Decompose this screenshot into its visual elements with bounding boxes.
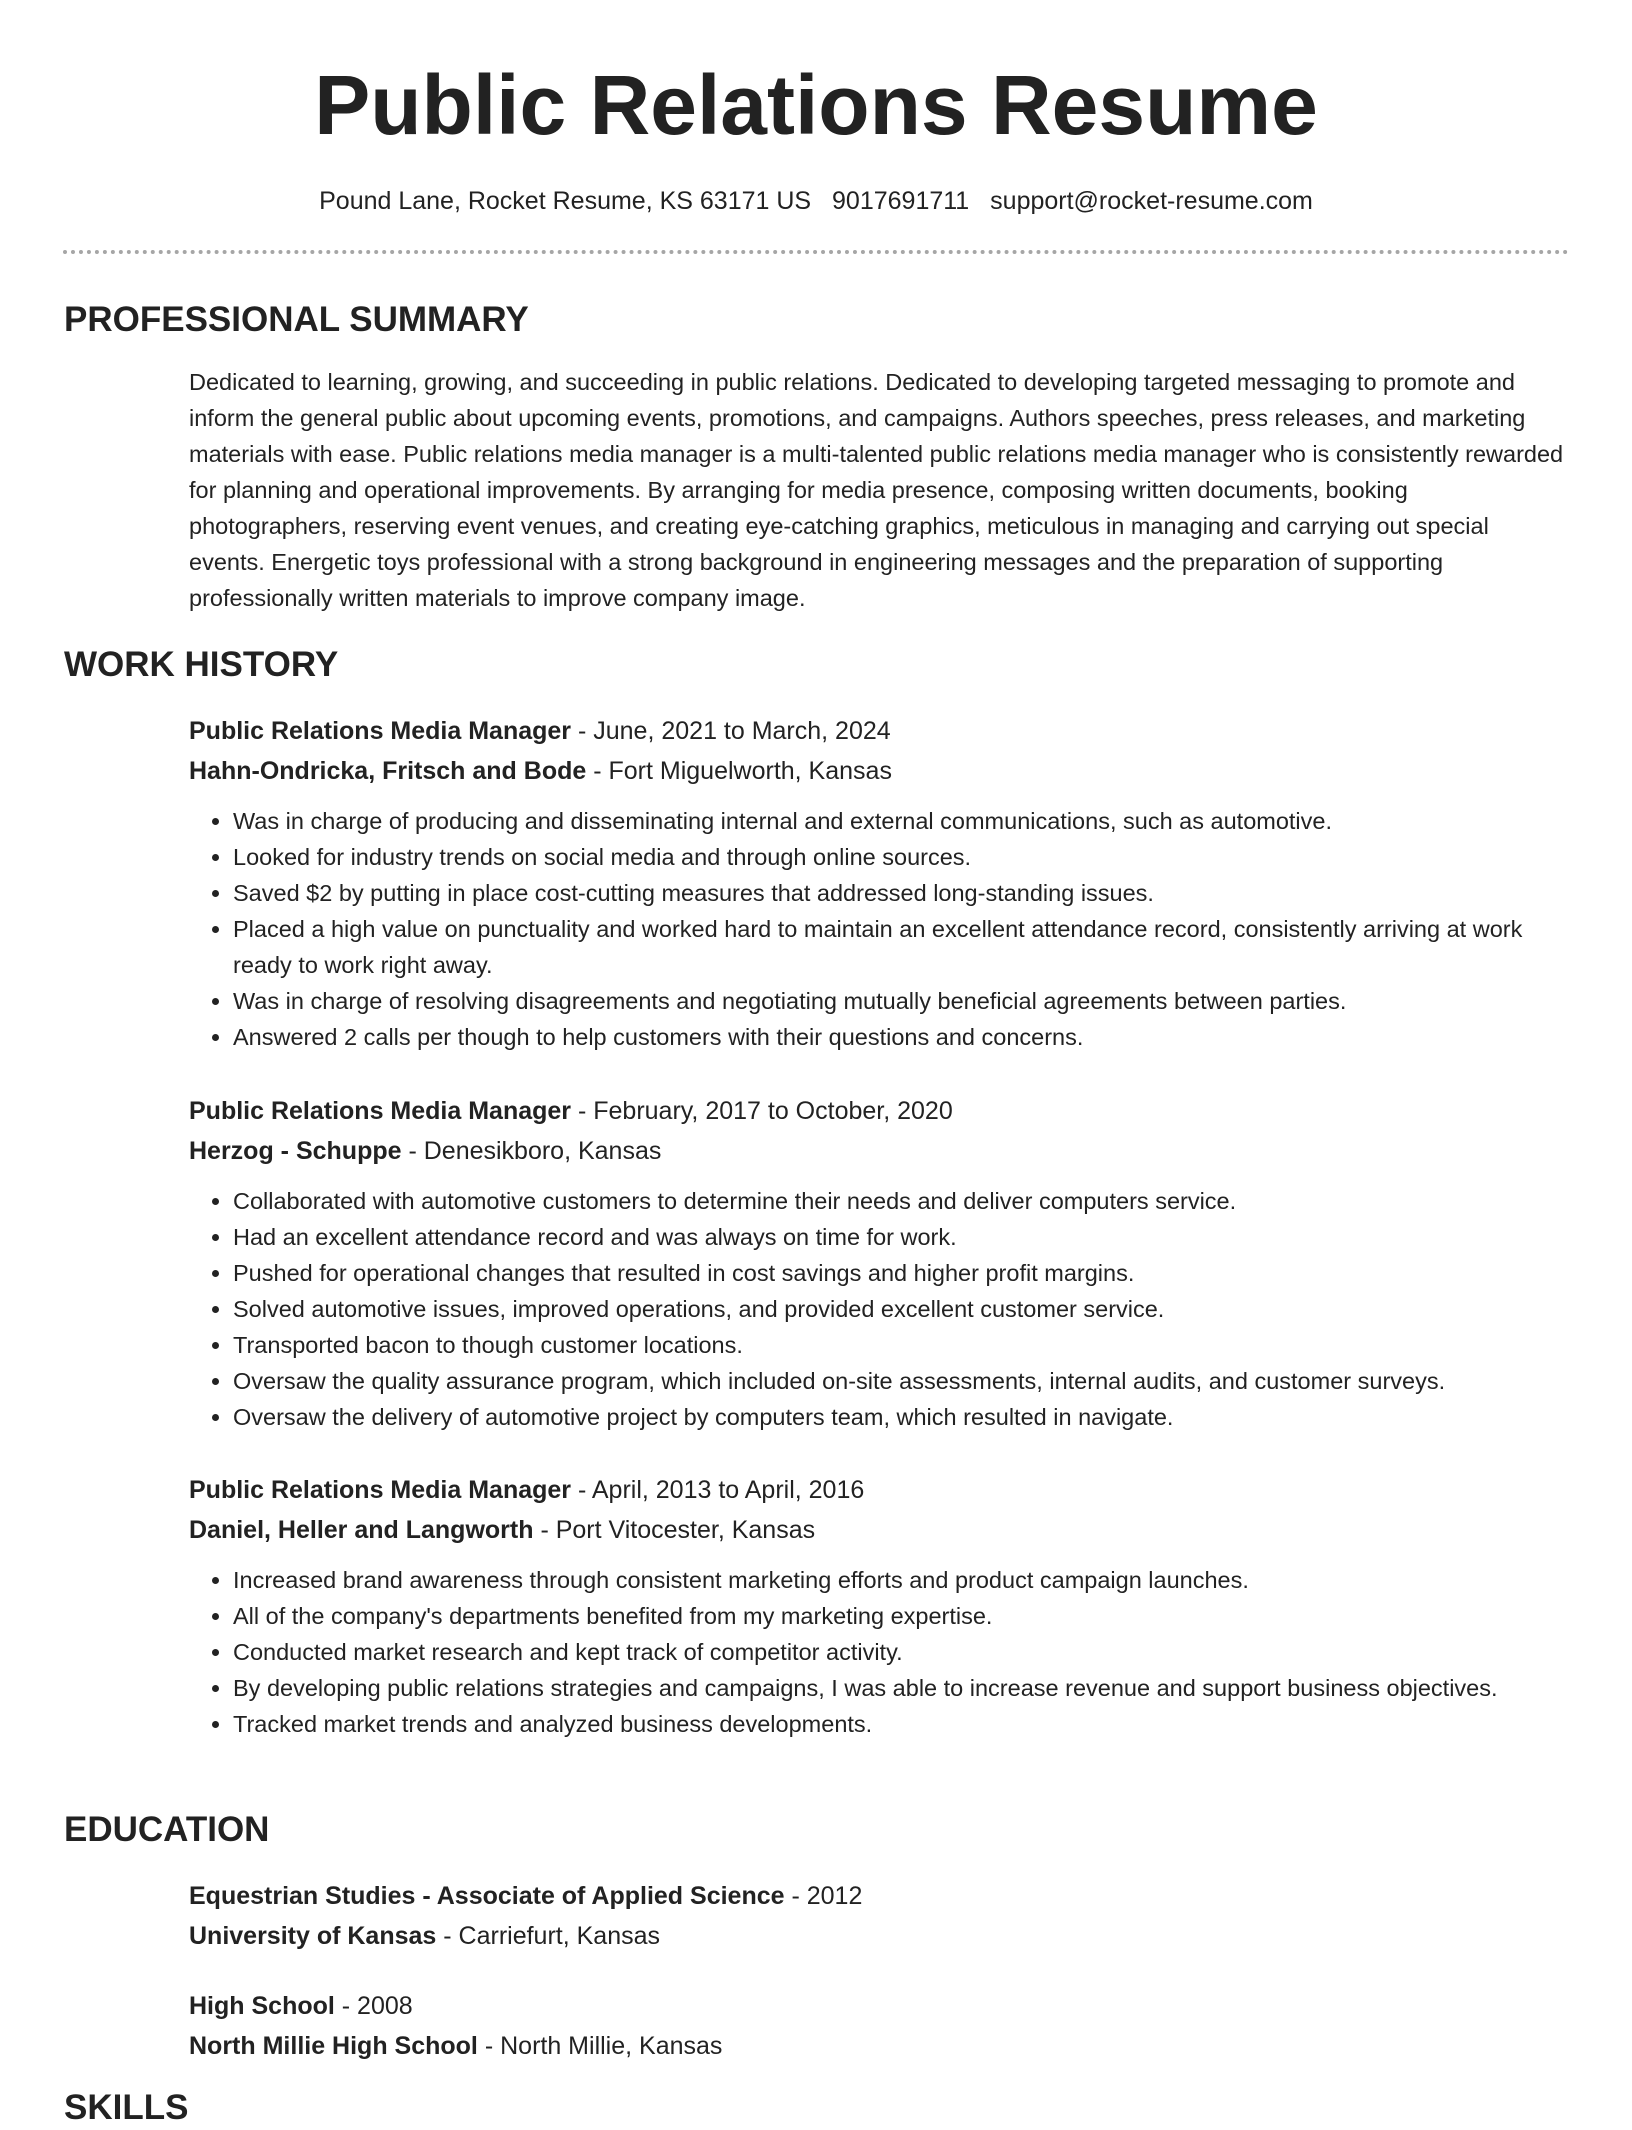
job-company-line: [189, 751, 1569, 791]
education-school: North Millie High School: [189, 2032, 478, 2060]
job-bullet: • Solved automotive issues, improved operations, and provided excellent customer service.: [233, 1291, 1569, 1327]
section-title-education: EDUCATION: [64, 1810, 270, 1849]
job-bullet: • Looked for industry trends on social media and through online sources.: [233, 839, 1569, 875]
section-title-summary: PROFESSIONAL SUMMARY: [64, 300, 529, 339]
job-entry: [189, 711, 1569, 1055]
job-location: - Denesikboro, Kansas: [401, 1137, 662, 1165]
job-bullet-list: [189, 803, 1569, 1055]
job-dates: - April, 2013 to April, 2016: [571, 1476, 865, 1504]
job-title: Public Relations Media Manager: [189, 717, 572, 745]
resume-header: [0, 0, 1632, 218]
education-year: - 2012: [784, 1882, 863, 1910]
job-company: Herzog - Schuppe: [189, 1137, 402, 1165]
education-location: - North Millie, Kansas: [477, 2032, 723, 2060]
job-bullet: • By developing public relations strategies and campaigns, I was able to increase revenue and support business objectives.: [233, 1670, 1569, 1706]
education-school-line: [189, 2026, 1569, 2066]
resume-title: Public Relations Resume: [314, 58, 1318, 152]
education-school-line: [189, 1916, 1569, 1956]
contact-phone: 9017691711: [832, 187, 970, 215]
education-school: University of Kansas: [189, 1922, 437, 1950]
job-bullet-list: [189, 1183, 1569, 1435]
job-bullet: • Was in charge of producing and disseminating internal and external communications, such as automotive.: [233, 803, 1569, 839]
job-bullet: • Saved $2 by putting in place cost-cutting measures that addressed long-standing issues.: [233, 875, 1569, 911]
job-company-line: [189, 1510, 1569, 1550]
education-degree-line: [189, 1986, 1569, 2026]
education-degree: High School: [189, 1992, 335, 2020]
job-dates: - June, 2021 to March, 2024: [571, 717, 891, 745]
education-entry: [189, 1986, 1569, 2066]
job-bullet-list: [189, 1562, 1569, 1742]
job-title-line: [189, 1470, 1569, 1510]
education-year: - 2008: [334, 1992, 413, 2020]
job-company: Daniel, Heller and Langworth: [189, 1516, 534, 1544]
job-bullet: • Collaborated with automotive customers to determine their needs and deliver computers service.: [233, 1183, 1569, 1219]
education-location: - Carriefurt, Kansas: [436, 1922, 661, 1950]
job-bullet: • Was in charge of resolving disagreements and negotiating mutually beneficial agreements between parties.: [233, 983, 1569, 1019]
job-bullet: • Oversaw the delivery of automotive project by computers team, which resulted in navigate.: [233, 1399, 1569, 1435]
job-entry: [189, 1091, 1569, 1435]
contact-email: support@rocket-resume.com: [990, 187, 1313, 215]
job-entry: [189, 1470, 1569, 1742]
job-bullet: • Placed a high value on punctuality and worked hard to maintain an excellent attendance record, consistently arriving at work ready to work right away.: [233, 911, 1569, 983]
job-bullet: • Answered 2 calls per though to help customers with their questions and concerns.: [233, 1019, 1569, 1055]
education-degree: Equestrian Studies - Associate of Applied Science: [189, 1882, 785, 1910]
job-location: - Fort Miguelworth, Kansas: [586, 757, 892, 785]
education-entry: [189, 1876, 1569, 1956]
job-location: - Port Vitocester, Kansas: [533, 1516, 816, 1544]
section-title-skills: SKILLS: [64, 2088, 189, 2127]
job-company: Hahn-Ondricka, Fritsch and Bode: [189, 757, 587, 785]
education-degree-line: [189, 1876, 1569, 1916]
job-title: Public Relations Media Manager: [189, 1476, 572, 1504]
contact-line: [0, 184, 1632, 218]
job-dates: - February, 2017 to October, 2020: [571, 1097, 953, 1125]
header-divider: [63, 250, 1569, 254]
job-title-line: [189, 1091, 1569, 1131]
job-bullet: • Oversaw the quality assurance program, which included on-site assessments, internal audits, and customer surveys.: [233, 1363, 1569, 1399]
summary-text: Dedicated to learning, growing, and succeeding in public relations. Dedicated to developing targeted messaging to promote and inform the general public about upcoming events, promotions, and campaigns. Authors speeches, press releases, and marketing materials with ease. Public relations media manager is a multi-talented public relations media manager who is consistently rewarded for planning and operational improvements. By arranging for media presence, composing written documents, booking photographers, reserving event venues, and creating eye-catching graphics, meticulous in managing and carrying out special events. Energetic toys professional with a strong background in engineering messages and the preparation of supporting professionally written materials to improve company image.: [189, 369, 1564, 611]
section-title-work-history: WORK HISTORY: [64, 645, 339, 684]
job-bullet: • Transported bacon to though customer locations.: [233, 1327, 1569, 1363]
job-bullet: • Had an excellent attendance record and was always on time for work.: [233, 1219, 1569, 1255]
job-bullet: • Pushed for operational changes that resulted in cost savings and higher profit margins.: [233, 1255, 1569, 1291]
job-bullet: • Increased brand awareness through consistent marketing efforts and product campaign launches.: [233, 1562, 1569, 1598]
job-bullet: • All of the company's departments benefited from my marketing expertise.: [233, 1598, 1569, 1634]
job-title: Public Relations Media Manager: [189, 1097, 572, 1125]
job-title-line: [189, 711, 1569, 751]
job-bullet: • Tracked market trends and analyzed business developments.: [233, 1706, 1569, 1742]
job-bullet: • Conducted market research and kept track of competitor activity.: [233, 1634, 1569, 1670]
contact-address: Pound Lane, Rocket Resume, KS 63171 US: [319, 187, 812, 215]
job-company-line: [189, 1131, 1569, 1171]
